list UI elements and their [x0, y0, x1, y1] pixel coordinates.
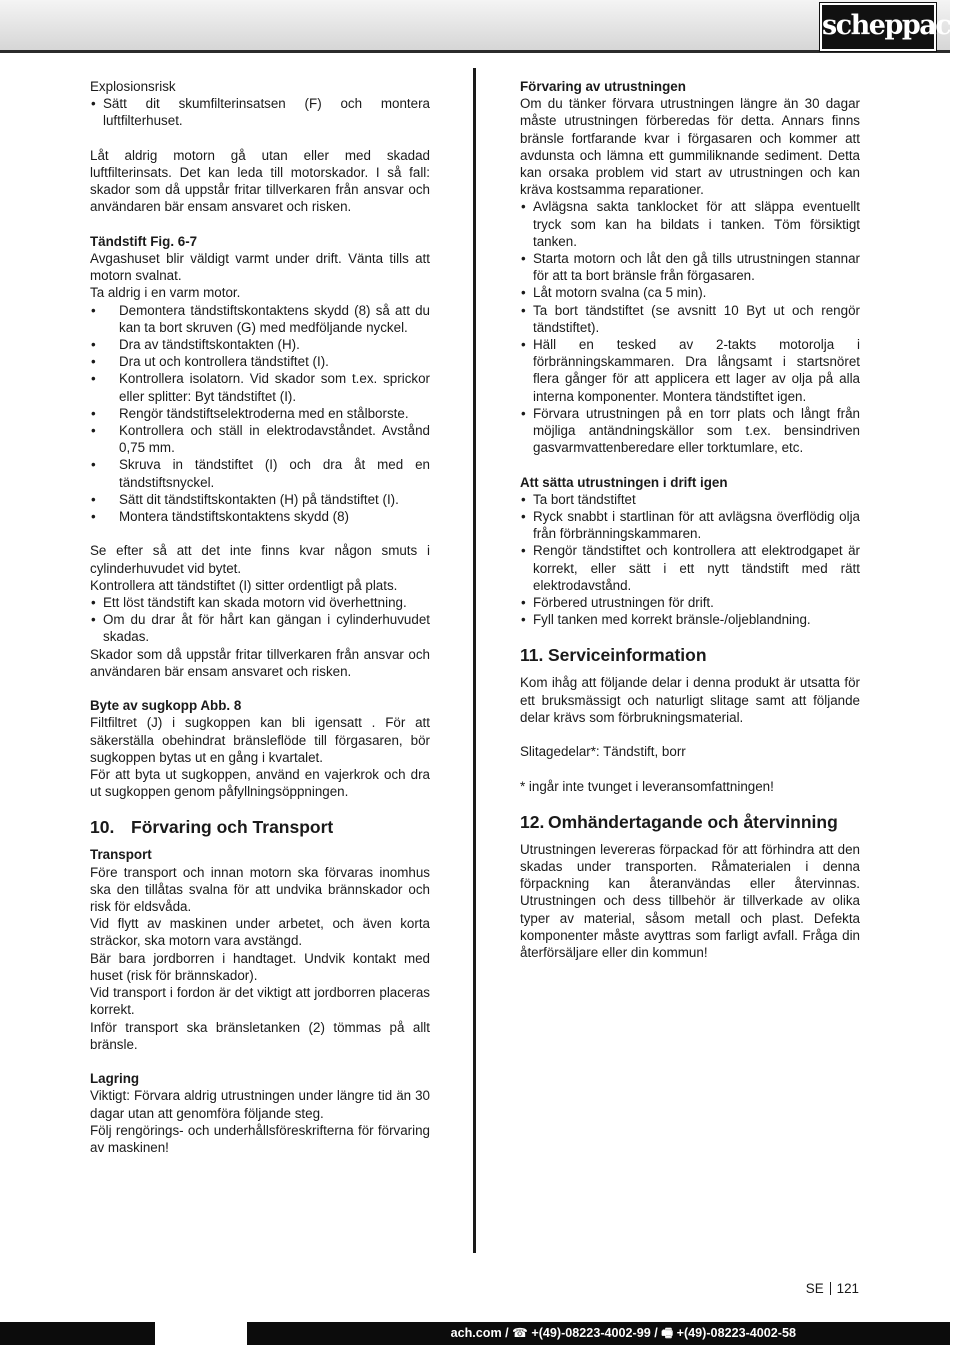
transport-line: Inför transport ska bränsletanken (2) tömmas på allt bränsle. — [90, 1019, 430, 1052]
list-item: • Ett löst tändstift kan skada motorn vid överhettning. — [90, 594, 430, 611]
list-item: • Sätt dit skumfilterinsatsen (F) och montera luftfilterhuset. — [90, 95, 430, 129]
column-divider — [473, 68, 476, 1253]
spark-list — [90, 302, 430, 526]
service-text-1: Kom ihåg att följande delar i denna produkt är utsatta för ett bruksmässigt och naturligt slitage samt att följande delar krävs som förbrukningsmaterial. — [520, 675, 860, 725]
storage-line: Viktigt: Förvara aldrig utrustningen under längre tid än 30 dagar utan att genomföra följande steg. — [90, 1088, 430, 1121]
section-12-title — [520, 811, 860, 833]
section-label: Förvaring och Transport — [131, 817, 334, 838]
equip-storage-text: Om du tänker förvara utrustningen längre än 30 dagar måste utrustningen förberedas för detta. Annars finns bränsle fortfarande kvar i förgasaren och kommer att avdunsta och lämna ett gummiliknande sediment. Detta kan orsaka problem vid start av utrustningen och kan kräva kostsamma reparationer. — [520, 96, 860, 198]
list-item: • Häll en tesked av 2-takts motorolja i förbränningskammaren. Dra långsamt i startsnöret flera gånger för att applicera ett lager av olja på alla interna komponenter. Montera tändstiftet igen. — [520, 336, 860, 405]
list-item: • Ryck snabbt i startlinan för att avlägsna överflödig olja från förbränningskammaren. — [520, 508, 860, 542]
suction-text-1: Filtfiltret (J) i sugkoppen kan bli igensatt . För att säkerställa obehindrat bränsleflöde till förgasaren, bör sugkoppen bytas ut en gång i kvartalet. — [90, 715, 430, 765]
section-11-title — [520, 644, 860, 666]
list-item: • Ta bort tändstiftet (se avsnitt 10 Byt ut och rengör tändstiftet). — [520, 302, 860, 336]
list-item: • Kontrollera isolatorn. Vid skador som t.ex. sprickor eller splitter: Byt tändstiftet (I). — [90, 370, 430, 404]
after-text-3: Skador som då uppstår fritar tillverkaren från ansvar och användaren bär ensam ansvaret och risken. — [90, 646, 430, 679]
service-text-3: * ingår inte tvunget i leveransomfattningen! — [520, 778, 774, 794]
transport-line: Vid transport i fordon är det viktigt att jordborren placeras korrekt. — [90, 985, 430, 1018]
page-lang: SE — [805, 1281, 824, 1296]
page-separator — [830, 1282, 831, 1295]
list-item: • Rengör tändstiftet och kontrollera att elektrodgapet är korrekt, eller sätt i ett nytt tändstift med rätt elektrodavstånd. — [520, 542, 860, 594]
after-text-1: Se efter så att det inte finns kvar någon smuts i cylinderhuvudet vid bytet. — [90, 543, 430, 576]
service-text-2: Slitagedelar*: Tändstift, borr — [520, 744, 686, 760]
list-item: • Förbered utrustningen för drift. — [520, 594, 860, 611]
restart-heading: Att sätta utrustningen i drift igen — [520, 474, 728, 490]
after-text-2: Kontrollera att tändstiftet (I) sitter ordentligt på plats. — [90, 577, 398, 593]
page-num: 121 — [836, 1281, 859, 1296]
list-item: • Förvara utrustningen på en torr plats och långt från möjliga antändningskällor som t.ex. bensindriven gasvarmvattenberedare eller torktumlare, etc. — [520, 405, 860, 457]
list-item: • Ta bort tändstiftet — [520, 491, 860, 508]
footer-contact: ach.com / ☎ +(49)-08223-4002-99 / 🖷 +(49)-08223-4002-58 — [450, 1326, 796, 1340]
transport-line: Vid flytt av maskinen under arbetet, och även korta sträckor, ska motorn vara avstängd. — [90, 916, 430, 949]
suction-text-2: För att byta ut sugkoppen, använd en vajerkrok och dra ut sugkoppen genom påfyllningsöppningen. — [90, 767, 430, 800]
brand-logo: scheppach — [820, 3, 936, 51]
transport-line: Före transport och innan motorn ska förvaras inomhus ska den tillåtas svalna för att undvika brännskador och risk för eldsvåda. — [90, 864, 430, 915]
section-label: Omhändertagande och återvinning — [548, 811, 838, 832]
equip-storage-list — [520, 198, 860, 456]
restart-list — [520, 491, 860, 629]
list-item: • Dra av tändstiftskontakten (H). — [90, 336, 430, 353]
disposal-text: Utrustningen levereras förpackad för att förhindra att den skadas under transporten. Råmaterialen i denna förpackning kan återanvändas eller återvinnas. Utrustningen och dess tillbehör är tillverkade av olika typer av material, såsom metall och plast. Defekta komponenter måste avyttras som farligt avfall. Fråga din återförsäljare eller din kommun! — [520, 841, 860, 961]
equip-storage-heading: Förvaring av utrustningen — [520, 79, 686, 94]
explosion-warning: Låt aldrig motorn gå utan eller med skadad luftfilterinsats. Det kan leda till motorskador. I så fall: skador som då uppstår fritar tillverkaren från ansvar och användaren bär ensam ansvaret och risken. — [90, 147, 430, 215]
explosion-list — [90, 95, 430, 129]
list-item: • Skruva in tändstiftet (I) och dra åt med en tändstiftsnyckel. — [90, 456, 430, 490]
page-number — [806, 1281, 859, 1296]
storage-heading: Lagring — [90, 1071, 140, 1087]
spark-intro-1: Avgashuset blir väldigt varmt under drift. Vänta tills att motorn svalnat. — [90, 251, 430, 284]
spark-heading: Tändstift Fig. 6-7 — [90, 233, 198, 249]
footer-bar — [0, 1322, 950, 1345]
storage-line: Följ rengörings- och underhållsföreskrifterna för förvaring av maskinen! — [90, 1122, 430, 1155]
transport-heading: Transport — [90, 847, 152, 863]
list-item: • Låt motorn svalna (ca 5 min). — [520, 284, 860, 301]
transport-line: Bär bara jordborren i handtaget. Undvik kontakt med huset (risk för brännskador). — [90, 950, 430, 983]
section-number: 10. — [90, 817, 115, 838]
suction-heading: Byte av sugkopp Abb. 8 — [90, 698, 242, 714]
list-item: • Fyll tanken med korrekt bränsle-/oljeblandning. — [520, 611, 860, 628]
list-item: • Kontrollera och ställ in elektrodavståndet. Avstånd 0,75 mm. — [90, 422, 430, 456]
list-item: • Avlägsna sakta tanklocket för att släppa eventuellt tryck som kan ha bildats i tanken. Töm försiktigt tanken. — [520, 198, 860, 250]
section-label: Serviceinformation — [548, 645, 707, 666]
list-item: • Om du drar åt för hårt kan gängan i cylinderhuvudet skadas. — [90, 611, 430, 645]
left-column — [90, 78, 430, 1156]
list-item: • Dra ut och kontrollera tändstiftet (I). — [90, 353, 430, 370]
right-column — [520, 78, 860, 961]
list-item: • Montera tändstiftskontaktens skydd (8) — [90, 508, 430, 525]
footer-gap — [155, 1322, 247, 1345]
list-item: • Rengör tändstiftselektroderna med en stålborste. — [90, 405, 430, 422]
explosion-title: Explosionsrisk — [90, 79, 176, 94]
after-list — [90, 594, 430, 646]
header-bar — [0, 0, 968, 53]
list-item: • Starta motorn och låt den gå tills utrustningen stannar för att ta bort bränsle från förgasaren. — [520, 250, 860, 284]
list-item: • Sätt dit tändstiftskontakten (H) på tändstiftet (I). — [90, 491, 430, 508]
section-number: 11. — [520, 645, 544, 666]
section-10-title — [90, 816, 430, 838]
section-number: 12. — [520, 811, 545, 832]
list-item: • Demontera tändstiftskontaktens skydd (8) så att du kan ta bort skruven (G) med medföljande nyckel. — [90, 302, 430, 336]
spark-intro-2: Ta aldrig i en varm motor. — [90, 285, 241, 301]
